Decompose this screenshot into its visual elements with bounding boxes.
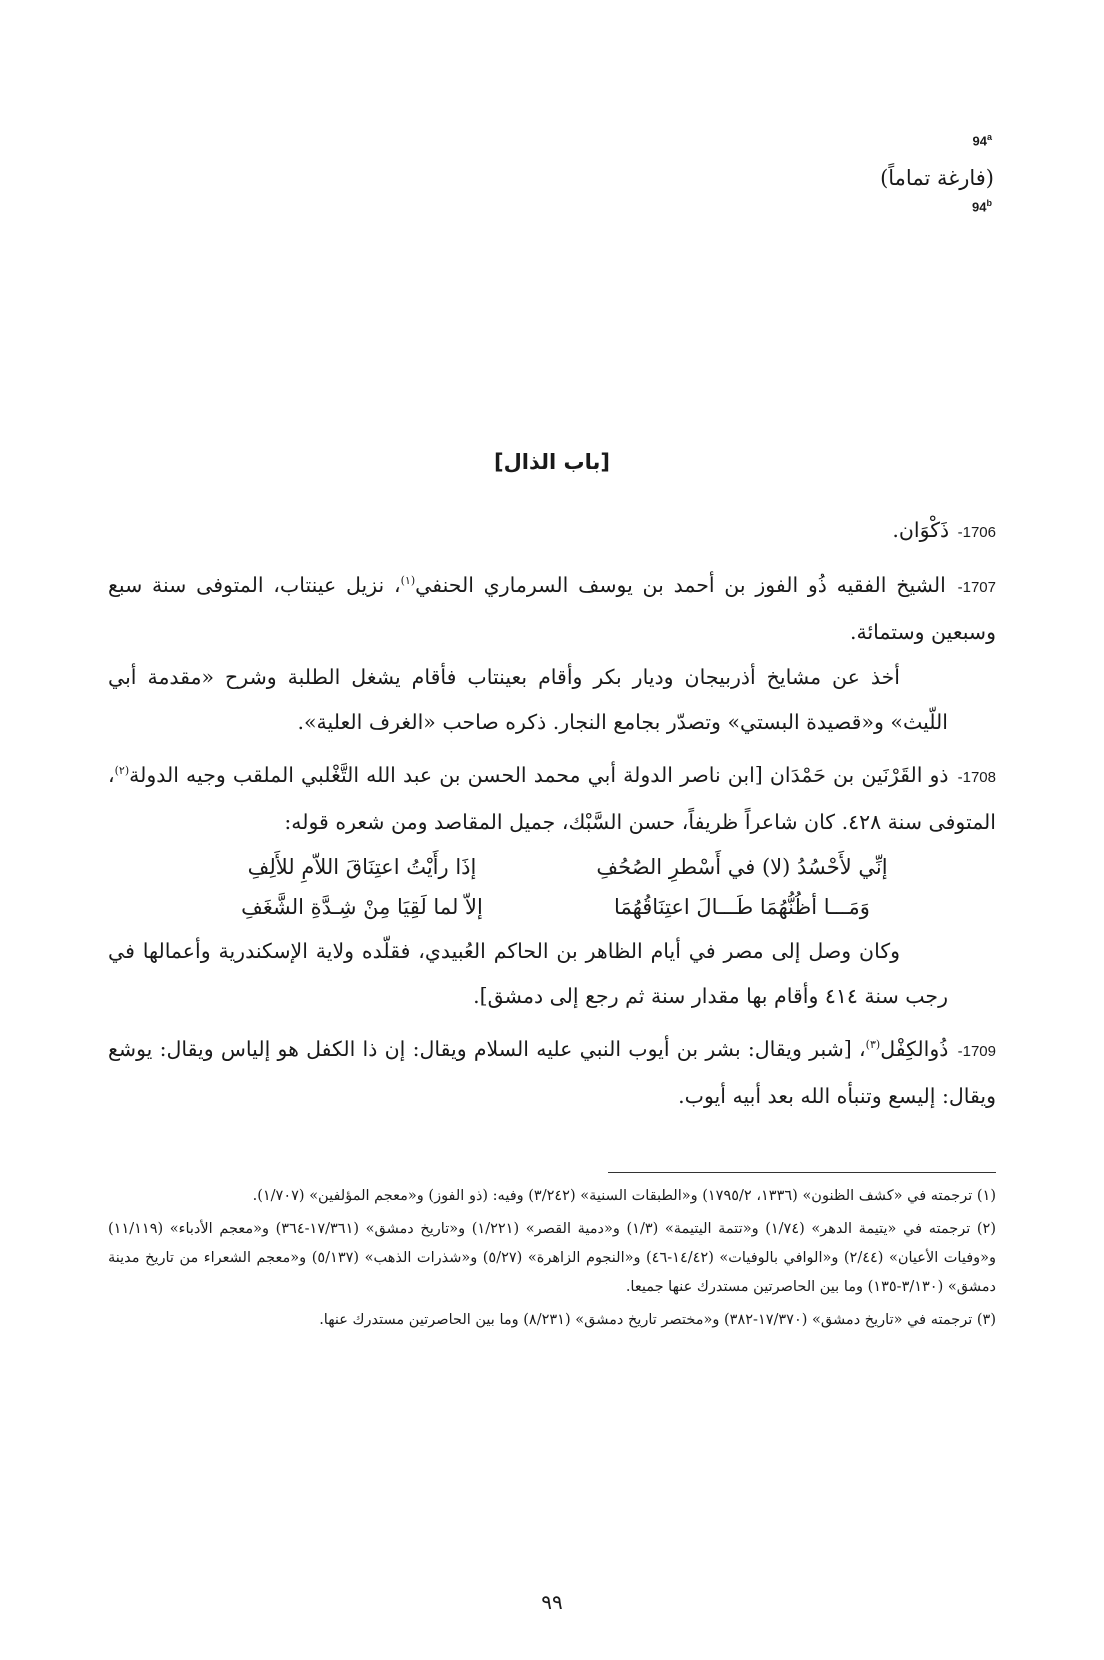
entry-text: ذو القَرْنَين بن حَمْدَان [ابن ناصر الدولة أبي محمد الحسن بن عبد الله التَّغْلبي الملقب bbox=[232, 763, 949, 787]
footnote-ref: (٢) bbox=[114, 764, 130, 778]
footnote: (٣) ترجمته في «تاريخ دمشق» (١٧/٣٧٠-٣٨٢) و«مختصر تاريخ دمشق» (٨/٢٣١) وما بين الحاصرتين مستدرك عنها. bbox=[319, 1312, 996, 1328]
poem-hemistich: إلاّ لما لَقِيَا مِنْ شِـدَّةِ الشَّغَفِ bbox=[241, 895, 483, 919]
entry-1707 bbox=[108, 563, 996, 745]
folio-marker-b: 94$^b$ bbox=[972, 198, 992, 215]
entry-text: ذُوالكِفْل bbox=[880, 1037, 949, 1061]
entry-1709 bbox=[108, 1027, 996, 1119]
empty-page-note: (فارغة تماماً) bbox=[880, 166, 994, 190]
footnote-ref: (١) bbox=[400, 574, 416, 588]
poem-verse bbox=[108, 887, 996, 927]
footnotes bbox=[108, 1182, 996, 1339]
main-text bbox=[108, 508, 996, 1127]
footnote: (٢) ترجمته في «يتيمة الدهر» (١/٧٤) و«تتمة اليتيمة» (١/٣) و«دمية القصر» (١/٢٢١) و«تاريخ دمشق» (١٧/٣٦١-٣٦٤) و«معجم الأدباء» (١١/١١٩) و«وفيات الأعيان» (٢/٤٤) و«الوافي بالوفيات» (١٤/٤٢-٤٦) و«النجوم الزاهرة» (٥/٢٧) و«شذرات الذهب» (٥/١٣٧) و«معجم الشعراء من تاريخ مدينة دمشق» (٣/١٣٠-١٣٥) وما بين الحاصرتين مستدرك عنها جميعا. bbox=[108, 1221, 997, 1295]
entry-1708 bbox=[108, 753, 996, 1019]
poem bbox=[108, 847, 996, 927]
entry-text: ذَكْوَان. bbox=[892, 518, 950, 542]
entry-paragraph: أخذ عن مشايخ أذربيجان وديار بكر وأقام بعينتاب فأقام يشغل الطلبة وشرح «مقدمة أبي اللّيث» و«قصيدة البستي» وتصدّر بجامع النجار. ذكره صاحب «الغرف العلية». bbox=[108, 665, 948, 734]
footnote: (١) ترجمته في «كشف الظنون» (١٣٣٦، ١٧٩٥/٢) و«الطبقات السنية» (٣/٢٤٢) وفيه: (ذو الفوز) و«معجم المؤلفين» (١/٧٠٧). bbox=[252, 1188, 996, 1204]
entry-text: ، [شبر ويقال: بشر بن أيوب النبي عليه السلام ويقال: إن ذا الكفل هو إلياس ويقال: يوشع ويقال: إليسع وتنبأه الله بعد أبيه أيوب. bbox=[108, 1037, 996, 1108]
entry-text: ، نزيل عينتاب، المتوفى bbox=[196, 573, 401, 597]
page-number: ٩٩ bbox=[541, 1590, 563, 1614]
poem-hemistich: إنِّي لأَحْسُدُ (لا) في أَسْطرِ الصُحُفِ bbox=[596, 855, 888, 879]
entry-number: 1708- bbox=[957, 769, 996, 786]
entry-text: ، المتوفى سنة ٤٢٨. كان شاعراً ظريفاً، حسن السَّبْك، جميل المقاصد ومن شعره قوله: bbox=[108, 763, 996, 834]
entry-number: 1709- bbox=[957, 1043, 996, 1060]
entry-number: 1706- bbox=[957, 524, 996, 541]
poem-hemistich: وَمَـــا أظُنُّهُمَا طَـــالَ اعتِنَاقُهُمَا bbox=[614, 895, 870, 919]
entry-number: 1707- bbox=[957, 579, 996, 596]
folio-marker-a: 94$^a$ bbox=[972, 132, 992, 149]
footnote-divider bbox=[608, 1172, 996, 1173]
entry-paragraph: وكان وصل إلى مصر في أيام الظاهر بن الحاكم العُبيدي، فقلّده ولاية الإسكندرية وأعمالها في رجب سنة ٤١٤ وأقام بها مقدار سنة ثم رجع إلى دمشق]. bbox=[108, 939, 948, 1008]
section-title: [باب الذال] bbox=[493, 450, 610, 474]
poem-verse bbox=[108, 847, 996, 887]
entry-text: سنة سبع وسبعين وستمائة. bbox=[108, 573, 996, 644]
entry-text: وجيه الدولة bbox=[129, 763, 226, 787]
footnote-ref: (٣) bbox=[865, 1038, 881, 1052]
entry-text: الشيخ الفقيه ذُو الفوز بن أحمد بن يوسف السرماري الحنفي bbox=[415, 573, 946, 597]
entry-1706 bbox=[108, 508, 996, 555]
poem-hemistich: إذَا رأَيْتُ اعتِنَاقَ اللاّمِ للأَلِفِ bbox=[247, 855, 477, 879]
